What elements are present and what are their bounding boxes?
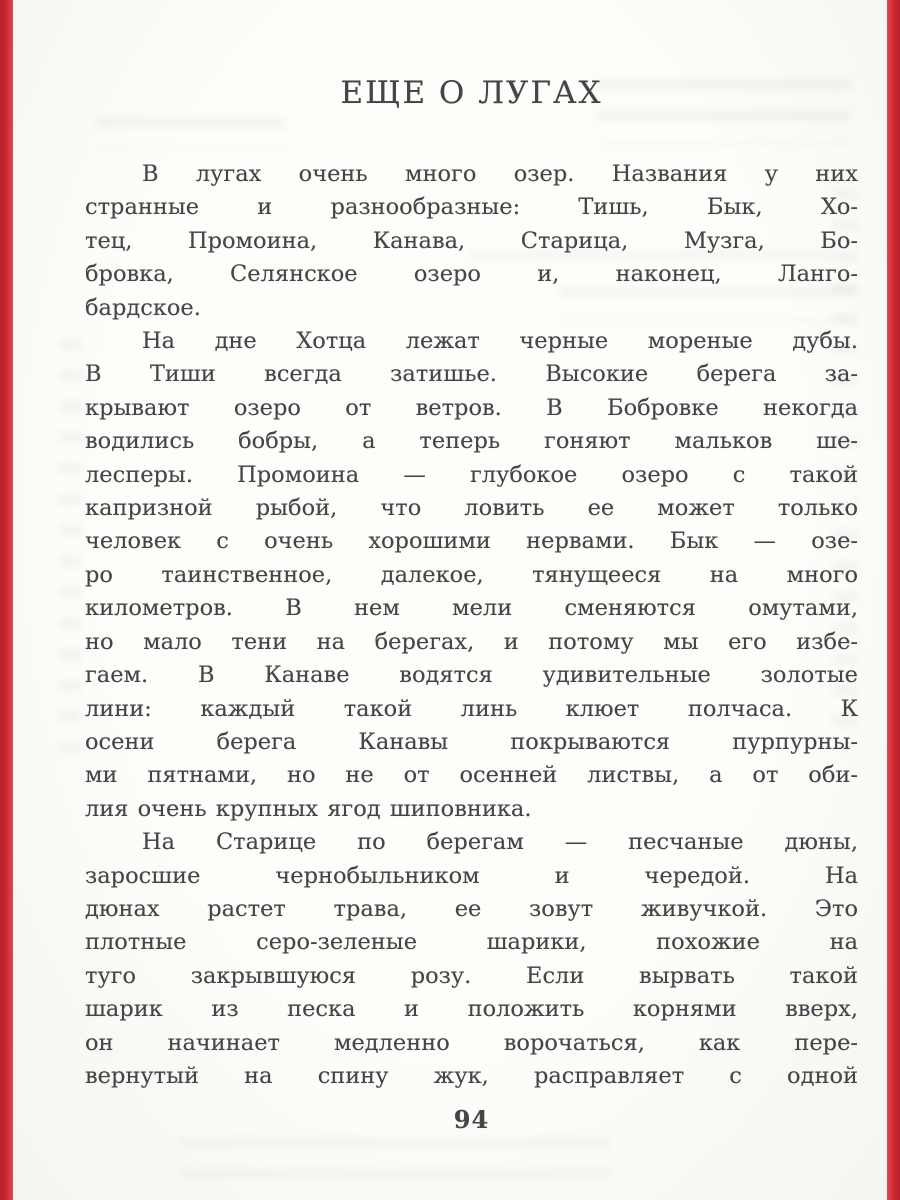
text-line: лесперы. Промоина — глубокое озеро с такой: [85, 461, 858, 488]
book-cover-edge-left: [0, 0, 13, 1200]
text-line: В лугах очень много озер. Названия у них: [142, 161, 858, 187]
text-line: человек с очень хорошими нервами. Бык — озе-: [85, 528, 858, 555]
text-line: лия очень крупных ягод шиповника.: [85, 795, 532, 822]
text-line: крывают озеро от ветров. В Бобровке некогда: [85, 394, 858, 421]
chapter-title: ЕЩЕ О ЛУГАХ: [340, 75, 603, 111]
text-line: странные и разнообразные: Тишь, Бык, Хо-: [85, 194, 858, 221]
text-line: На дне Хотца лежат черные мореные дубы.: [142, 328, 858, 355]
text-line: он начинает медленно ворочаться, как пере-: [85, 1029, 858, 1056]
text-line: капризной рыбой, что ловить ее может только: [85, 495, 858, 522]
text-line: километров. В нем мели сменяются омутами,: [85, 595, 858, 622]
text-line: плотные серо-зеленые шарики, похожие на: [85, 929, 858, 956]
text-line: бардское.: [85, 294, 201, 321]
text-line: В Тиши всегда затишье. Высокие берега за-: [85, 361, 858, 388]
text-line: ми пятнами, но не от осенней листвы, а от оби-: [85, 762, 858, 789]
text-line: бровка, Селянское озеро и, наконец, Ланго-: [85, 261, 858, 288]
text-line: вернутый на спину жук, расправляет с одной: [85, 1062, 858, 1089]
page-number: 94: [453, 1105, 490, 1134]
text-line: дюнах растет трава, ее зовут живучкой. Это: [85, 895, 858, 922]
text-block: [85, 158, 858, 1093]
text-line: туго закрывшуюся розу. Если вырвать такой: [85, 962, 858, 989]
book-cover-edge-right: [887, 0, 900, 1200]
text-line: На Старице по берегам — песчаные дюны,: [142, 829, 858, 856]
bleed-through-smudge: [96, 118, 286, 150]
bleed-through-smudge: [180, 1138, 610, 1180]
text-line: заросшие чернобыльником и чередой. На: [85, 862, 858, 889]
text-line: водились бобры, а теперь гоняют мальков ше-: [85, 428, 858, 455]
text-line: ро таинственное, далекое, тянущееся на много: [85, 561, 858, 588]
text-line: лини: каждый такой линь клюет полчаса. К: [85, 695, 858, 722]
text-line: шарик из песка и положить корнями вверх,: [85, 996, 858, 1023]
text-line: осени берега Канавы покрываются пурпурны-: [85, 728, 858, 755]
bleed-through-smudge: [60, 340, 82, 760]
text-line: тец, Промоина, Канава, Старица, Музга, Бо-: [85, 227, 858, 254]
text-line: гаем. В Канаве водятся удивительные золотые: [85, 662, 858, 689]
text-line: но мало тени на берегах, и потому мы его избе-: [85, 628, 858, 655]
